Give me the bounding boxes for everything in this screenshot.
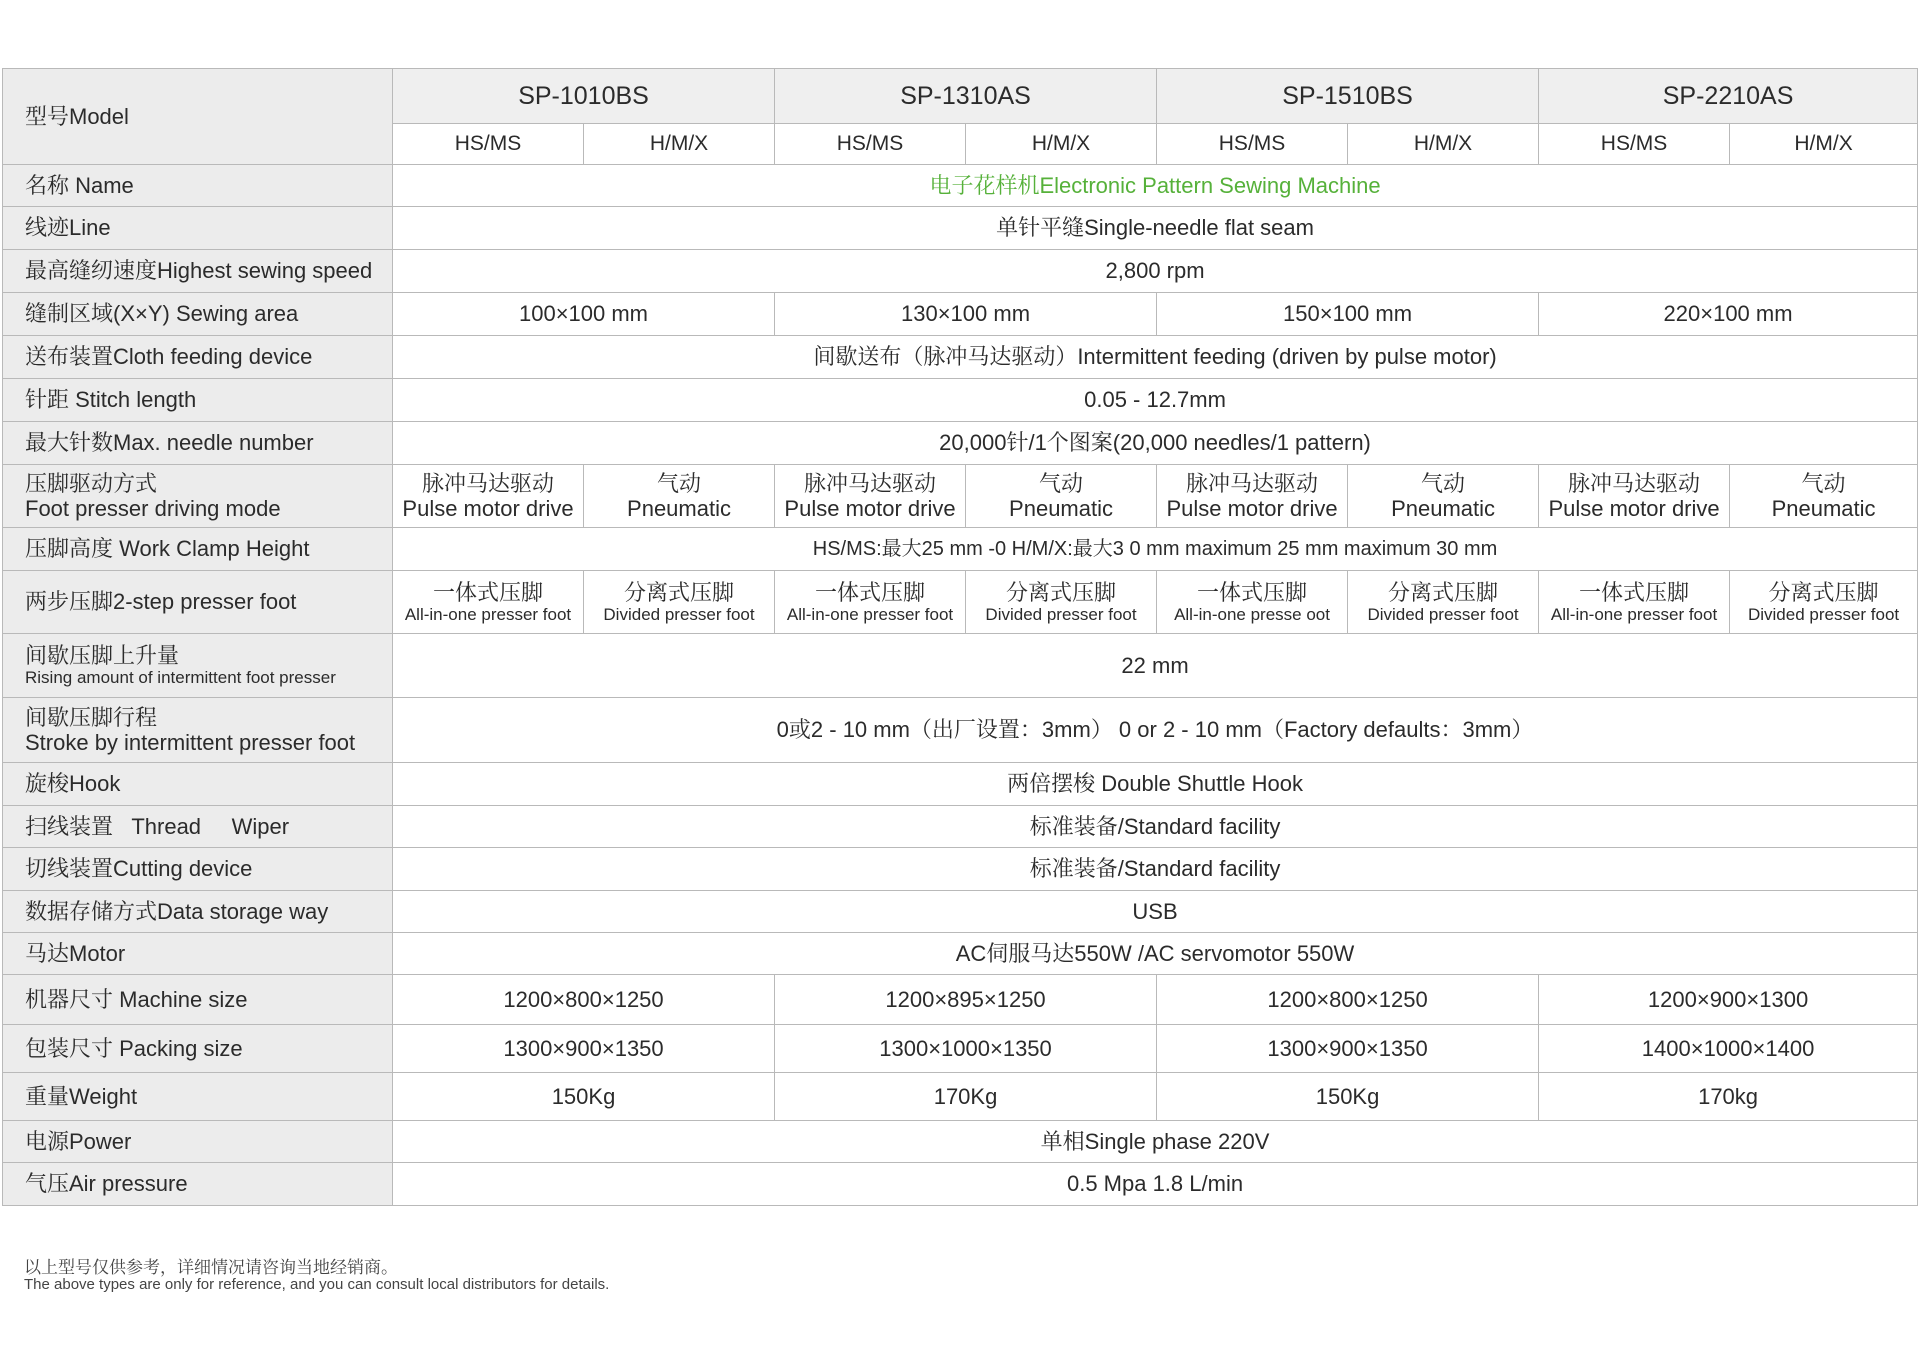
row-clamp bbox=[3, 528, 1918, 571]
row-label: 气压Air pressure bbox=[3, 1163, 393, 1206]
label-en: Rising amount of intermittent foot presser bbox=[25, 668, 336, 688]
row-stroke bbox=[3, 698, 1918, 763]
speed-value: 2,800 rpm bbox=[393, 250, 1918, 293]
row-label: 电源Power bbox=[3, 1121, 393, 1163]
pneu-cell bbox=[1348, 465, 1539, 528]
spec-table bbox=[2, 68, 1918, 1206]
row-air bbox=[3, 1163, 1918, 1206]
divided-cn: 分离式压脚 bbox=[1006, 579, 1117, 605]
divided-en: Divided presser foot bbox=[1367, 604, 1519, 624]
pulse-en: Pulse motor drive bbox=[1166, 496, 1338, 521]
allin-cn: 一体式压脚 bbox=[432, 579, 543, 605]
row-label: 名称 Name bbox=[3, 165, 393, 207]
row-label: 切线装置Cutting device bbox=[3, 848, 393, 891]
row-hook bbox=[3, 763, 1918, 806]
pneu-cell bbox=[1730, 465, 1918, 528]
footnote-en: The above types are only for reference, and you can consult local distributors for details. bbox=[24, 1276, 610, 1293]
pulse-en: Pulse motor drive bbox=[1548, 496, 1720, 521]
row-cutting bbox=[3, 848, 1918, 891]
footnote-cn: 以上型号仅供参考，详细情况请咨询当地经销商。 bbox=[24, 1258, 398, 1277]
air-value: 0.5 Mpa 1.8 L/min bbox=[393, 1163, 1918, 1206]
variant-hs-ms: HS/MS bbox=[393, 124, 584, 165]
area-value: 220×100 mm bbox=[1539, 293, 1918, 336]
label-en: Stroke by intermittent presser foot bbox=[25, 730, 356, 755]
machine-size-value: 1200×895×1250 bbox=[775, 975, 1157, 1025]
row-packing-size bbox=[3, 1025, 1918, 1073]
row-area bbox=[3, 293, 1918, 336]
row-label: 最大针数Max. needle number bbox=[3, 422, 393, 465]
label-cn: 压脚驱动方式 bbox=[25, 470, 158, 496]
clamp-value: HS/MS:最大25 mm -0 H/M/X:最大3 0 mm maximum 25 mm maximum 30 mm bbox=[393, 528, 1918, 571]
row-feeding bbox=[3, 336, 1918, 379]
row-label: 针距 Stitch length bbox=[3, 379, 393, 422]
divided-cell bbox=[584, 571, 775, 634]
variant-hmx: H/M/X bbox=[1730, 124, 1918, 165]
divided-en: Divided presser foot bbox=[985, 604, 1137, 624]
line-value: 单针平缝Single-needle flat seam bbox=[393, 207, 1918, 250]
pneu-cn: 气动 bbox=[1421, 470, 1466, 496]
row-wiper bbox=[3, 806, 1918, 848]
model-header-row bbox=[3, 69, 1918, 124]
row-label: 包装尺寸 Packing size bbox=[3, 1025, 393, 1073]
rising-value: 22 mm bbox=[393, 634, 1918, 698]
machine-size-value: 1200×800×1250 bbox=[1157, 975, 1539, 1025]
divided-cn: 分离式压脚 bbox=[624, 579, 735, 605]
stroke-value: 0或2 - 10 mm（出厂设置：3mm） 0 or 2 - 10 mm（Factory defaults：3mm） bbox=[393, 698, 1918, 763]
weight-value: 170Kg bbox=[775, 1073, 1157, 1121]
model-sp-1510bs: SP-1510BS bbox=[1157, 69, 1539, 124]
hook-value: 两倍摆梭 Double Shuttle Hook bbox=[393, 763, 1918, 806]
cutting-value: 标准装备/Standard facility bbox=[393, 848, 1918, 891]
storage-value: USB bbox=[393, 891, 1918, 933]
area-value: 150×100 mm bbox=[1157, 293, 1539, 336]
row-two-step bbox=[3, 571, 1918, 634]
row-label bbox=[3, 698, 393, 763]
row-name bbox=[3, 165, 1918, 207]
pulse-en: Pulse motor drive bbox=[784, 496, 956, 521]
model-sp-1310as: SP-1310AS bbox=[775, 69, 1157, 124]
row-stitch bbox=[3, 379, 1918, 422]
allin-cell bbox=[1157, 571, 1348, 634]
allin-cell bbox=[775, 571, 966, 634]
machine-size-value: 1200×800×1250 bbox=[393, 975, 775, 1025]
pulse-cn: 脉冲马达驱动 bbox=[421, 470, 554, 496]
label-cn: 间歇压脚行程 bbox=[25, 704, 158, 730]
allin-en: All-in-one presser foot bbox=[786, 604, 954, 624]
packing-size-value: 1300×1000×1350 bbox=[775, 1025, 1157, 1073]
weight-value: 170kg bbox=[1539, 1073, 1918, 1121]
row-label: 数据存储方式Data storage way bbox=[3, 891, 393, 933]
variant-hmx: H/M/X bbox=[1348, 124, 1539, 165]
model-sp-1010bs: SP-1010BS bbox=[393, 69, 775, 124]
allin-cn: 一体式压脚 bbox=[815, 579, 926, 605]
allin-en: All-in-one presser foot bbox=[1550, 604, 1718, 624]
allin-cn: 一体式压脚 bbox=[1579, 579, 1690, 605]
row-label: 缝制区域(X×Y) Sewing area bbox=[3, 293, 393, 336]
divided-en: Divided presser foot bbox=[603, 604, 755, 624]
pneu-en: Pneumatic bbox=[1009, 496, 1113, 521]
packing-size-value: 1300×900×1350 bbox=[393, 1025, 775, 1073]
label-cn: 间歇压脚上升量 bbox=[25, 643, 180, 669]
pulse-en: Pulse motor drive bbox=[402, 496, 574, 521]
model-label: 型号Model bbox=[3, 69, 393, 165]
row-label: 机器尺寸 Machine size bbox=[3, 975, 393, 1025]
row-line bbox=[3, 207, 1918, 250]
label-en: Foot presser driving mode bbox=[25, 496, 281, 521]
pulse-cell bbox=[775, 465, 966, 528]
row-power bbox=[3, 1121, 1918, 1163]
row-label: 马达Motor bbox=[3, 933, 393, 975]
pulse-cell bbox=[1539, 465, 1730, 528]
row-needle bbox=[3, 422, 1918, 465]
variant-hs-ms: HS/MS bbox=[1539, 124, 1730, 165]
row-label: 最高缝纫速度Highest sewing speed bbox=[3, 250, 393, 293]
row-motor bbox=[3, 933, 1918, 975]
row-label: 压脚高度 Work Clamp Height bbox=[3, 528, 393, 571]
motor-value: AC伺服马达550W /AC servomotor 550W bbox=[393, 933, 1918, 975]
row-rising bbox=[3, 634, 1918, 698]
variant-hs-ms: HS/MS bbox=[775, 124, 966, 165]
row-label bbox=[3, 634, 393, 698]
name-value: 电子花样机Electronic Pattern Sewing Machine bbox=[393, 165, 1918, 207]
allin-cell bbox=[393, 571, 584, 634]
row-presser-mode bbox=[3, 465, 1918, 528]
divided-cn: 分离式压脚 bbox=[1768, 579, 1879, 605]
divided-en: Divided presser foot bbox=[1747, 604, 1900, 624]
pneu-en: Pneumatic bbox=[627, 496, 731, 521]
row-label: 旋梭Hook bbox=[3, 763, 393, 806]
pulse-cell bbox=[1157, 465, 1348, 528]
row-label: 线迹Line bbox=[3, 207, 393, 250]
row-storage bbox=[3, 891, 1918, 933]
pulse-cn: 脉冲马达驱动 bbox=[1186, 470, 1319, 496]
pneu-cell bbox=[966, 465, 1157, 528]
stitch-value: 0.05 - 12.7mm bbox=[393, 379, 1918, 422]
divided-cn: 分离式压脚 bbox=[1388, 579, 1499, 605]
variant-hs-ms: HS/MS bbox=[1157, 124, 1348, 165]
pulse-cn: 脉冲马达驱动 bbox=[804, 470, 937, 496]
allin-cell bbox=[1539, 571, 1730, 634]
machine-size-value: 1200×900×1300 bbox=[1539, 975, 1918, 1025]
row-machine-size bbox=[3, 975, 1918, 1025]
feeding-value: 间歇送布（脉冲马达驱动）Intermittent feeding (driven by pulse motor) bbox=[393, 336, 1918, 379]
pneu-cn: 气动 bbox=[1039, 470, 1084, 496]
area-value: 130×100 mm bbox=[775, 293, 1157, 336]
pulse-cell bbox=[393, 465, 584, 528]
wiper-value: 标准装备/Standard facility bbox=[393, 806, 1918, 848]
row-label: 重量Weight bbox=[3, 1073, 393, 1121]
pulse-cn: 脉冲马达驱动 bbox=[1568, 470, 1701, 496]
row-weight bbox=[3, 1073, 1918, 1121]
row-speed bbox=[3, 250, 1918, 293]
allin-en: All-in-one presse oot bbox=[1174, 604, 1330, 624]
allin-en: All-in-one presser foot bbox=[404, 604, 572, 624]
weight-value: 150Kg bbox=[1157, 1073, 1539, 1121]
variant-hmx: H/M/X bbox=[584, 124, 775, 165]
model-sp-2210as: SP-2210AS bbox=[1539, 69, 1918, 124]
row-label bbox=[3, 465, 393, 528]
pneu-cn: 气动 bbox=[1801, 470, 1846, 496]
power-value: 单相Single phase 220V bbox=[393, 1121, 1918, 1163]
row-label: 送布装置Cloth feeding device bbox=[3, 336, 393, 379]
divided-cell bbox=[1730, 571, 1918, 634]
needle-value: 20,000针/1个图案(20,000 needles/1 pattern) bbox=[393, 422, 1918, 465]
pneu-en: Pneumatic bbox=[1771, 496, 1876, 521]
packing-size-value: 1300×900×1350 bbox=[1157, 1025, 1539, 1073]
pneu-en: Pneumatic bbox=[1391, 496, 1496, 521]
divided-cell bbox=[966, 571, 1157, 634]
allin-cn: 一体式压脚 bbox=[1197, 579, 1308, 605]
packing-size-value: 1400×1000×1400 bbox=[1539, 1025, 1918, 1073]
row-label: 两步压脚2-step presser foot bbox=[3, 571, 393, 634]
row-label: 扫线装置 Thread Wiper bbox=[3, 806, 393, 848]
variant-hmx: H/M/X bbox=[966, 124, 1157, 165]
pneu-cell bbox=[584, 465, 775, 528]
weight-value: 150Kg bbox=[393, 1073, 775, 1121]
pneu-cn: 气动 bbox=[657, 470, 702, 496]
divided-cell bbox=[1348, 571, 1539, 634]
area-value: 100×100 mm bbox=[393, 293, 775, 336]
